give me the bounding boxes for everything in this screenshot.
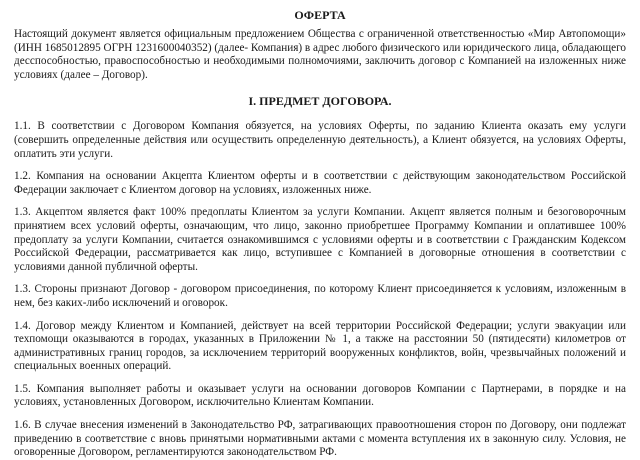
clause-1-3-adhesion: 1.3. Стороны признают Договор - договором присоединения, по которому Клиент присоединяется к условиям, изложенным в нем, без каких-либо исключений и оговорок.: [14, 283, 626, 309]
clause-1-4: 1.4. Договор между Клиентом и Компанией, действует на всей территории Российской Федерации; услуги эвакуации или техпомощи оказываются в городах, указанных в Приложении № 1, а также на расстоянии 50 (пятидесяти) километров от административных границ городов, за исключением территорий вооруженных конфликтов, войн, чрезвычайных положений и специальных военных операций.: [14, 319, 626, 373]
intro-paragraph: Настоящий документ является официальным предложением Общества с ограниченной ответственностью «Мир Автопомощи» (ИНН 1685012895 ОГРН 1231600040352) (далее- Компания) в адрес любого физического или юридического лица, обладающего десспособностью, правоспособностью и необходимыми полномочиями, заключить договор с Компанией на изложенных ниже условиях (далее – Договор).: [14, 28, 626, 81]
clause-1-5: 1.5. Компания выполняет работы и оказывает услуги на основании договоров Компании с Партнерами, в порядке и на условиях, установленных Договором, исключительно Клиентам Компании.: [14, 382, 626, 409]
clause-1-1: 1.1. В соответствии с Договором Компания обязуется, на условиях Оферты, по заданию Клиента оказать ему услуги (совершить определенные действия или осуществить определенную деятельность), а Клиент обязуется, на условиях Оферты, оплатить эти услуги.: [14, 120, 626, 160]
clause-1-3-acceptance: 1.3. Акцептом является факт 100% предоплаты Клиентом за услуги Компании. Акцепт является полным и безоговорочным принятием всех условий оферты, означающим, что лицо, законно приобретшее Программу Компании и оплатившее 100% предоплату за услуги Компании, считается ознакомившимся с условиями оферты и в соответствии с Гражданским Кодексом Российской Федерации, рассматривается как лицо, вступившее с Компанией в договорные отношения в соответствии с условиями данной публичной оферты.: [14, 206, 626, 273]
clause-1-2: 1.2. Компания на основании Акцепта Клиентом оферты и в соответствии с действующим законодательством Российской Федерации заключает с Клиентом договор на условиях, изложенных ниже.: [14, 170, 626, 196]
section-title: I. ПРЕДМЕТ ДОГОВОРА.: [248, 94, 392, 109]
clause-1-6: 1.6. В случае внесения изменений в Законодательство РФ, затрагивающих правоотношения сторон по Договору, они подлежат приведению в соответствие с вновь принятыми нормативными актами с момента вступления их в законную силу. Условия, не оговоренные Договором, регламентируются законодательством РФ.: [14, 419, 626, 459]
document-title: ОФЕРТА: [294, 8, 346, 22]
